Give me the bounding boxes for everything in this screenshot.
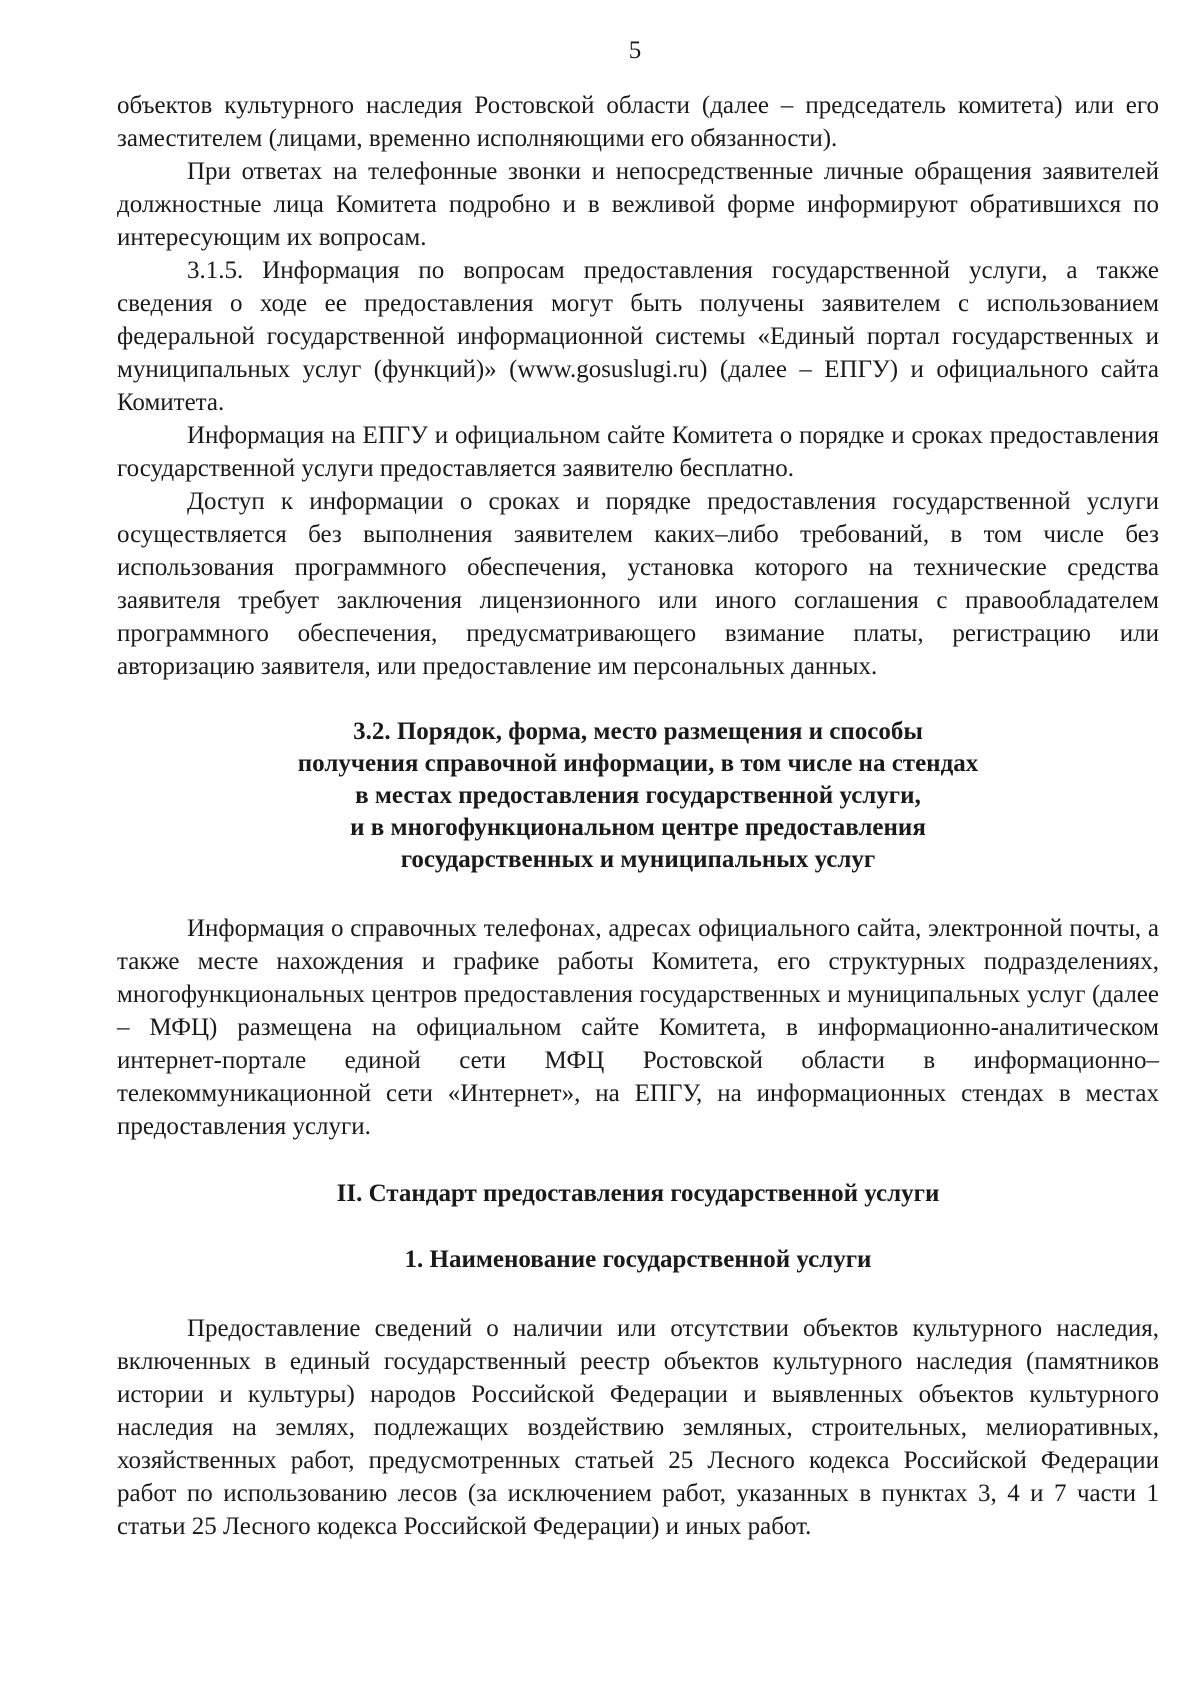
paragraph-access: Доступ к информации о сроках и порядке предоставления государственной услуги осуществляется без выполнения заявителем каких–либо требований, в том числе без использования программного обеспечения, установка которого на технические средства заявителя требует заключения лицензионного или иного соглашения с правообладателем программного обеспечения, предусматривающего взимание платы, регистрацию или авторизацию заявителя, или предоставление им персональных данных. — [117, 488, 1159, 680]
heading-3-2-line: в местах предоставления государственной услуги, — [355, 782, 921, 809]
paragraph-epgu-free: Информация на ЕПГУ и официальном сайте Комитета о порядке и сроках предоставления государственной услуги предоставляется заявителю бесплатно. — [117, 422, 1159, 482]
page-number: 5 — [628, 37, 642, 64]
paragraph-continuation: объектов культурного наследия Ростовской области (далее – председатель комитета) или его заместителем (лицами, временно исполняющими его обязанности). — [117, 92, 1159, 152]
heading-3-2-line: 3.2. Порядок, форма, место размещения и способы — [353, 718, 923, 745]
document-body — [117, 89, 1159, 1543]
paragraph-3-1-5: 3.1.5. Информация по вопросам предоставления государственной услуги, а также сведения о ходе ее предоставления могут быть получены заявителем с использованием федеральной государственной информационной системы «Единый портал государственных и муниципальных услуг (функций)» (www.gosuslugi.ru) (далее – ЕПГУ) и официального сайта Комитета. — [117, 257, 1159, 416]
heading-service-name: 1. Наименование государственной услуги — [404, 1246, 872, 1273]
heading-section-2: II. Стандарт предоставления государственной услуги — [336, 1180, 940, 1207]
heading-3-2 — [117, 716, 1159, 876]
paragraph-service-name: Предоставление сведений о наличии или отсутствии объектов культурного наследия, включенных в единый государственный реестр объектов культурного наследия (памятников истории и культуры) народов Российской Федерации и выявленных объектов культурного наследия на землях, подлежащих воздействию земляных, строительных, мелиоративных, хозяйственных работ, предусмотренных статьей 25 Лесного кодекса Российской Федерации работ по использованию лесов (за исключением работ, указанных в пунктах 3, 4 и 7 части 1 статьи 25 Лесного кодекса Российской Федерации) и иных работ. — [117, 1315, 1159, 1540]
heading-3-2-line: государственных и муниципальных услуг — [400, 846, 876, 873]
paragraph-reference-info: Информация о справочных телефонах, адресах официального сайта, электронной почты, а также месте нахождения и графике работы Комитета, его структурных подразделениях, многофункциональных центров предоставления государственных и муниципальных услуг (далее – МФЦ) размещена на официальном сайте Комитета, в информационно-аналитическом интернет-портале единой сети МФЦ Ростовской области в информационно–телекоммуникационной сети «Интернет», на ЕПГУ, на информационных стендах в местах предоставления услуги. — [117, 915, 1159, 1140]
heading-3-2-line: и в многофункциональном центре предоставления — [350, 814, 926, 841]
heading-3-2-line: получения справочной информации, в том числе на стендах — [297, 750, 979, 777]
paragraph-phone-calls: При ответах на телефонные звонки и непосредственные личные обращения заявителей должностные лица Комитета подробно и в вежливой форме информируют обратившихся по интересующим их вопросам. — [117, 158, 1159, 251]
